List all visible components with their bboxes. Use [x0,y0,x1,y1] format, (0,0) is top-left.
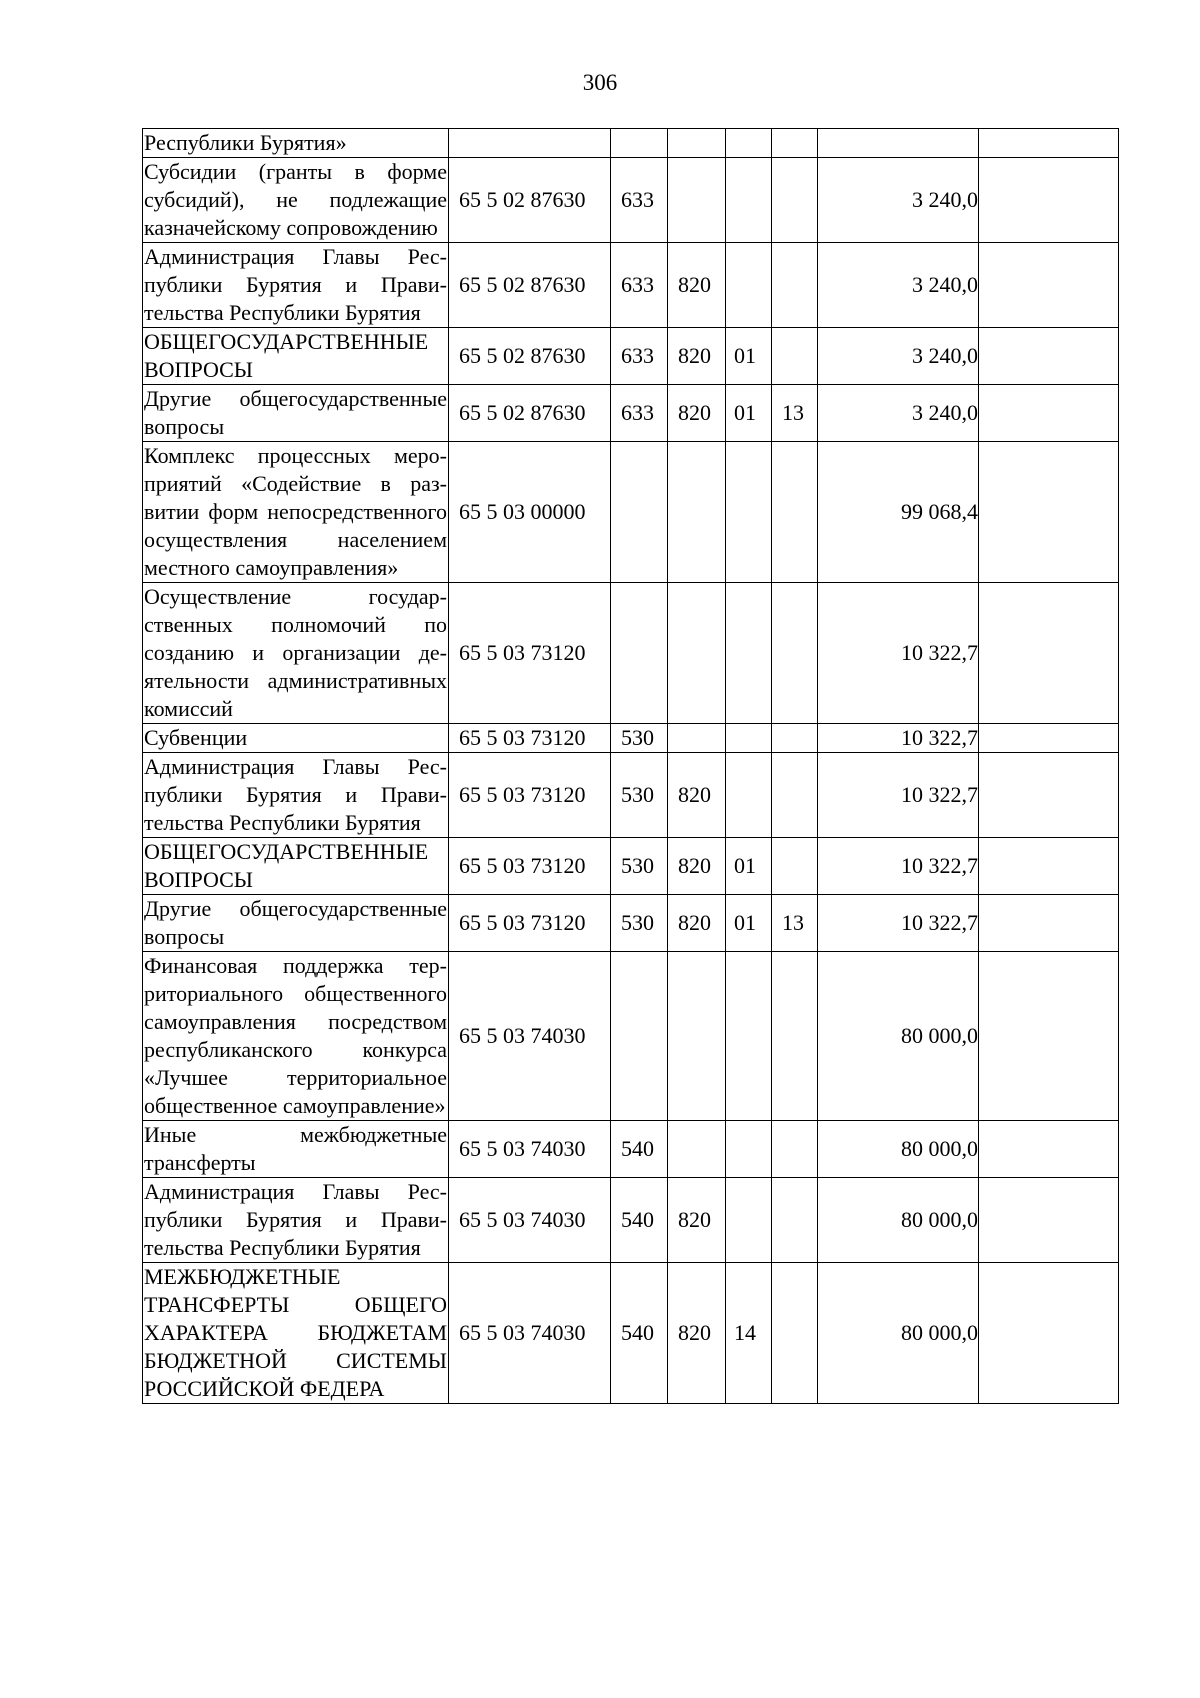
subsection-code-cell [772,442,818,583]
budget-table-body [143,129,1119,1404]
administrator-code-cell: 820 [668,328,726,385]
expense-type-code-cell [611,442,668,583]
extra-amount-cell [979,158,1119,243]
target-article-code-cell: 65 5 03 00000 [449,442,611,583]
row-name-cell: Иные межбюджетные трансферты [143,1121,449,1178]
row-name-cell: ОБЩЕГОСУДАРСТВЕННЫЕ ВОПРОСЫ [143,838,449,895]
subsection-code-cell [772,583,818,724]
target-article-code-cell: 65 5 03 73120 [449,583,611,724]
target-article-code-cell: 65 5 03 74030 [449,1121,611,1178]
subsection-code-cell: 13 [772,895,818,952]
subsection-code-cell [772,129,818,158]
subsection-code-cell [772,328,818,385]
subsection-code-cell [772,1263,818,1404]
expense-type-code-cell: 530 [611,724,668,753]
administrator-code-cell [668,583,726,724]
section-code-cell [726,1178,772,1263]
section-code-cell [726,158,772,243]
amount-cell [818,129,979,158]
administrator-code-cell [668,1121,726,1178]
target-article-code-cell: 65 5 02 87630 [449,385,611,442]
section-code-cell [726,243,772,328]
expense-type-code-cell [611,952,668,1121]
extra-amount-cell [979,129,1119,158]
table-row [143,895,1119,952]
administrator-code-cell [668,129,726,158]
section-code-cell: 01 [726,838,772,895]
extra-amount-cell [979,724,1119,753]
row-name-cell: Другие общегосударственные вопросы [143,895,449,952]
section-code-cell [726,952,772,1121]
table-row [143,1178,1119,1263]
row-name-cell: Администрация Главы Республики Бурятия и Правительства Республики Бурятия [143,243,449,328]
expense-type-code-cell: 540 [611,1121,668,1178]
expense-type-code-cell: 633 [611,158,668,243]
subsection-code-cell [772,243,818,328]
amount-cell: 3 240,0 [818,328,979,385]
amount-cell: 99 068,4 [818,442,979,583]
extra-amount-cell [979,442,1119,583]
subsection-code-cell [772,1121,818,1178]
amount-cell: 80 000,0 [818,1263,979,1404]
table-row [143,328,1119,385]
row-name-cell: ОБЩЕГОСУДАРСТВЕННЫЕ ВОПРОСЫ [143,328,449,385]
target-article-code-cell: 65 5 03 73120 [449,838,611,895]
amount-cell: 10 322,7 [818,724,979,753]
amount-cell: 3 240,0 [818,385,979,442]
amount-cell: 3 240,0 [818,243,979,328]
extra-amount-cell [979,583,1119,724]
expense-type-code-cell: 540 [611,1178,668,1263]
amount-cell: 80 000,0 [818,1121,979,1178]
page-number: 306 [582,70,618,95]
target-article-code-cell: 65 5 03 73120 [449,895,611,952]
subsection-code-cell [772,1178,818,1263]
table-row [143,838,1119,895]
extra-amount-cell [979,753,1119,838]
expense-type-code-cell: 633 [611,328,668,385]
section-code-cell [726,583,772,724]
administrator-code-cell: 820 [668,1263,726,1404]
extra-amount-cell [979,385,1119,442]
administrator-code-cell [668,952,726,1121]
extra-amount-cell [979,952,1119,1121]
administrator-code-cell: 820 [668,895,726,952]
administrator-code-cell [668,442,726,583]
extra-amount-cell [979,1178,1119,1263]
section-code-cell: 01 [726,328,772,385]
expense-type-code-cell [611,583,668,724]
table-row [143,129,1119,158]
subsection-code-cell [772,838,818,895]
expense-type-code-cell [611,129,668,158]
amount-cell: 10 322,7 [818,838,979,895]
target-article-code-cell: 65 5 03 73120 [449,724,611,753]
row-name-cell: Другие общегосударственные вопросы [143,385,449,442]
expense-type-code-cell: 540 [611,1263,668,1404]
section-code-cell [726,753,772,838]
amount-cell: 10 322,7 [818,895,979,952]
target-article-code-cell: 65 5 03 73120 [449,753,611,838]
table-row [143,1121,1119,1178]
table-row [143,724,1119,753]
extra-amount-cell [979,838,1119,895]
extra-amount-cell [979,1121,1119,1178]
budget-table [142,128,1119,1404]
table-row [143,952,1119,1121]
section-code-cell [726,442,772,583]
row-name-cell: Субсидии (гранты в форме субсидий), не подлежащие казначейскому сопровождению [143,158,449,243]
row-name-cell: Администрация Главы Республики Бурятия и Правительства Республики Бурятия [143,1178,449,1263]
subsection-code-cell [772,753,818,838]
expense-type-code-cell: 633 [611,385,668,442]
section-code-cell [726,724,772,753]
amount-cell: 80 000,0 [818,952,979,1121]
target-article-code-cell: 65 5 02 87630 [449,243,611,328]
administrator-code-cell: 820 [668,1178,726,1263]
row-name-cell: МЕЖБЮДЖЕТНЫЕ ТРАНСФЕРТЫ ОБЩЕГО ХАРАКТЕРА БЮДЖЕТАМ БЮДЖЕТНОЙ СИСТЕМЫ РОССИЙСКОЙ ФЕДЕРА [143,1263,449,1404]
expense-type-code-cell: 530 [611,838,668,895]
table-row [143,1263,1119,1404]
section-code-cell: 01 [726,895,772,952]
row-name-cell: Комплекс процессных мероприятий «Содействие в развитии форм непосредственного осуществления населением местного самоуправления» [143,442,449,583]
target-article-code-cell [449,129,611,158]
target-article-code-cell: 65 5 03 74030 [449,1263,611,1404]
expense-type-code-cell: 633 [611,243,668,328]
target-article-code-cell: 65 5 03 74030 [449,1178,611,1263]
section-code-cell: 01 [726,385,772,442]
administrator-code-cell: 820 [668,243,726,328]
amount-cell: 80 000,0 [818,1178,979,1263]
amount-cell: 10 322,7 [818,753,979,838]
table-row [143,385,1119,442]
administrator-code-cell [668,158,726,243]
amount-cell: 10 322,7 [818,583,979,724]
extra-amount-cell [979,895,1119,952]
target-article-code-cell: 65 5 02 87630 [449,328,611,385]
expense-type-code-cell: 530 [611,753,668,838]
table-row [143,753,1119,838]
row-name-cell: Финансовая поддержка территориального общественного самоуправления посредством республиканского конкурса «Лучшее территориальное общественное самоуправление» [143,952,449,1121]
table-row [143,442,1119,583]
administrator-code-cell [668,724,726,753]
table-row [143,243,1119,328]
section-code-cell [726,129,772,158]
expense-type-code-cell: 530 [611,895,668,952]
amount-cell: 3 240,0 [818,158,979,243]
subsection-code-cell [772,158,818,243]
subsection-code-cell: 13 [772,385,818,442]
row-name-cell: Республики Бурятия» [143,129,449,158]
target-article-code-cell: 65 5 03 74030 [449,952,611,1121]
section-code-cell [726,1121,772,1178]
administrator-code-cell: 820 [668,753,726,838]
row-name-cell: Осуществление государственных полномочий по созданию и организации деятельности административных комиссий [143,583,449,724]
subsection-code-cell [772,724,818,753]
administrator-code-cell: 820 [668,838,726,895]
target-article-code-cell: 65 5 02 87630 [449,158,611,243]
extra-amount-cell [979,328,1119,385]
extra-amount-cell [979,1263,1119,1404]
extra-amount-cell [979,243,1119,328]
table-row [143,583,1119,724]
row-name-cell: Администрация Главы Республики Бурятия и Правительства Республики Бурятия [143,753,449,838]
administrator-code-cell: 820 [668,385,726,442]
table-row [143,158,1119,243]
subsection-code-cell [772,952,818,1121]
section-code-cell: 14 [726,1263,772,1404]
row-name-cell: Субвенции [143,724,449,753]
